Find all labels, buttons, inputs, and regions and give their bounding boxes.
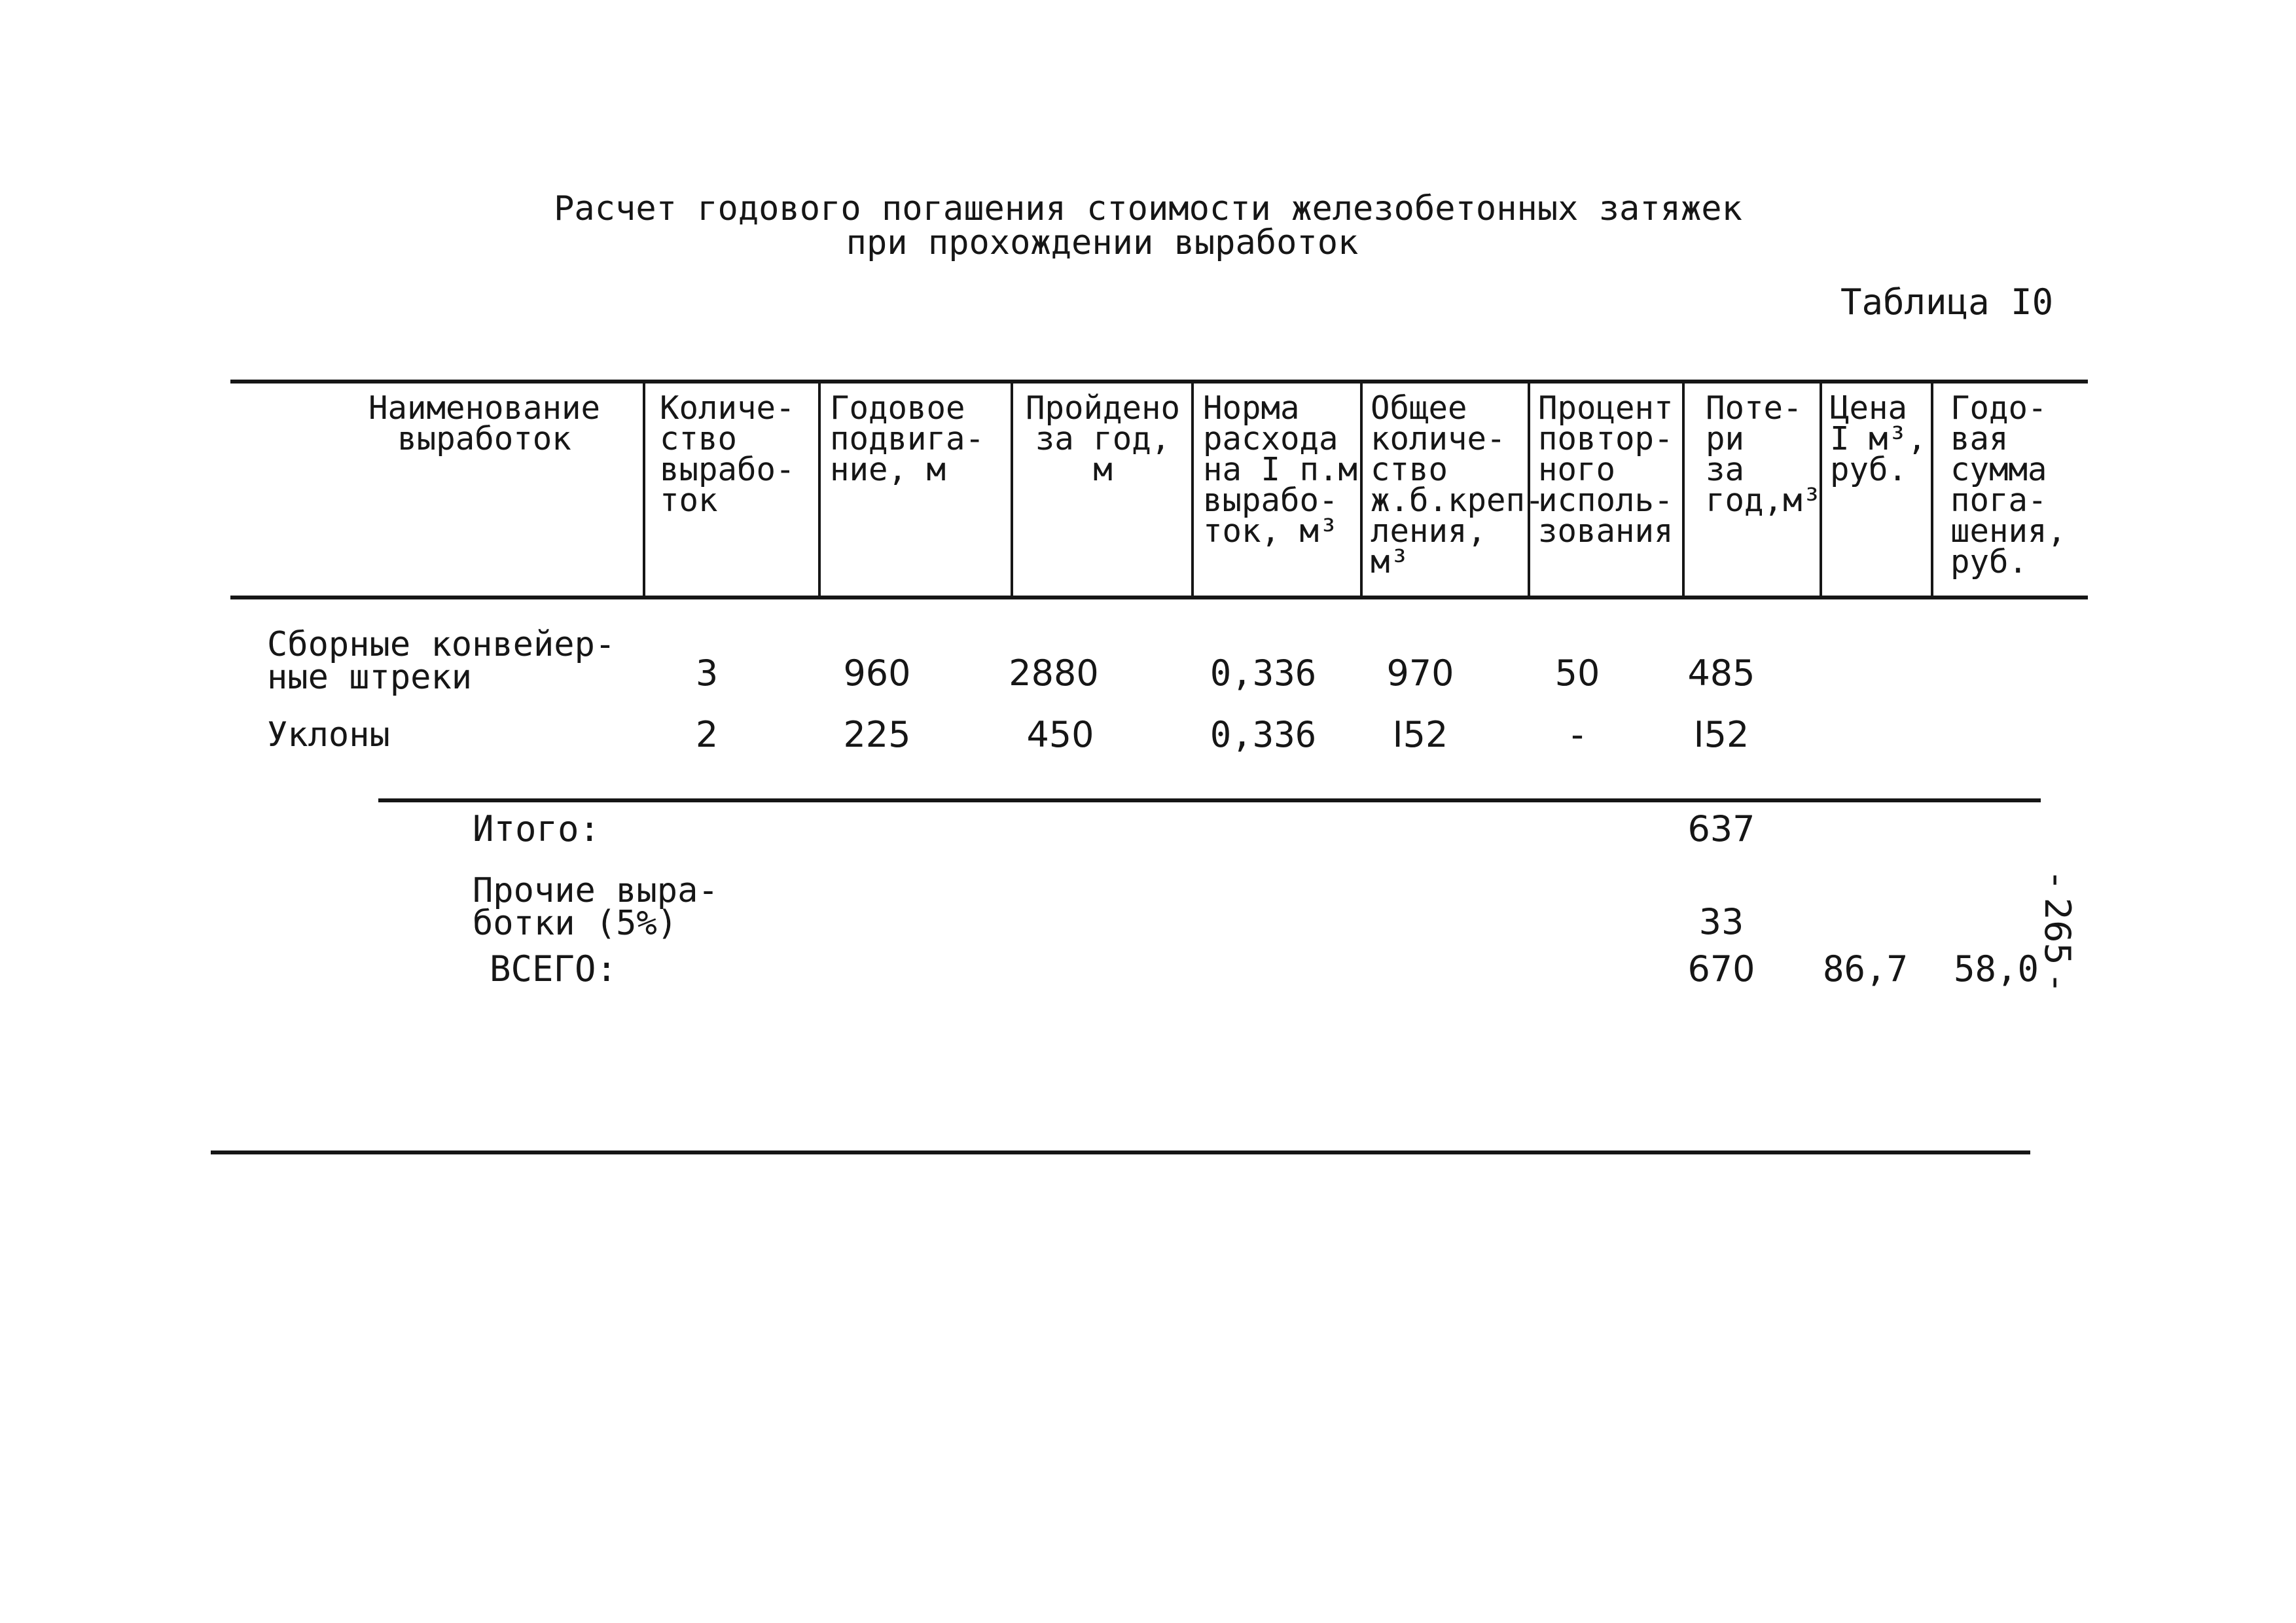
col-divider-2 bbox=[818, 383, 821, 597]
col-divider-1 bbox=[643, 383, 645, 597]
row1-percent: 50 bbox=[1554, 652, 1600, 694]
col-divider-9 bbox=[1931, 383, 1933, 597]
grand-total-annual-sum: 58,0 bbox=[1953, 948, 2039, 990]
table-top-rule bbox=[230, 380, 2088, 383]
subtotal-rule bbox=[378, 798, 2041, 802]
page-number: - 265 - bbox=[2037, 874, 2078, 990]
header-annual-advance: Годовое подвига- ние, м bbox=[830, 389, 985, 488]
col-divider-3 bbox=[1011, 383, 1013, 597]
row2-losses: I52 bbox=[1693, 714, 1749, 755]
row2-norm: 0,336 bbox=[1210, 714, 1317, 755]
header-bottom-rule bbox=[230, 596, 2088, 599]
row2-total: I52 bbox=[1392, 714, 1448, 755]
document-title-line2: при прохождении выработок bbox=[846, 223, 1359, 262]
col-divider-5 bbox=[1360, 383, 1363, 597]
header-norm: Норма расхода на I п.м вырабо- ток, м³ bbox=[1203, 389, 1358, 550]
other-label: Прочие выра- ботки (5%) bbox=[473, 871, 719, 943]
header-total: Общее количе- ство ж.б.креп- ления, м³ bbox=[1371, 389, 1545, 580]
row2-annual-advance: 225 bbox=[843, 714, 911, 755]
col-divider-7 bbox=[1682, 383, 1685, 597]
row2-name: Уклоны bbox=[267, 715, 390, 755]
header-count: Количе- ство вырабо- ток bbox=[660, 389, 795, 519]
header-passed: Пройдено за год, м bbox=[1025, 389, 1180, 488]
other-losses: 33 bbox=[1698, 901, 1744, 942]
row1-total: 970 bbox=[1386, 652, 1454, 694]
row1-norm: 0,336 bbox=[1210, 652, 1317, 694]
row1-passed: 2880 bbox=[1009, 652, 1099, 694]
header-losses: Поте- ри за год,м³ bbox=[1706, 389, 1822, 519]
row1-name: Сборные конвейер- ные штреки bbox=[267, 625, 616, 697]
grand-total-price: 86,7 bbox=[1822, 948, 1909, 990]
subtotal-label: Итого: bbox=[473, 808, 601, 849]
header-name: Наименование выработок bbox=[368, 389, 600, 457]
row2-count: 2 bbox=[695, 714, 719, 755]
row1-losses: 485 bbox=[1687, 652, 1755, 694]
table-label: Таблица I0 bbox=[1840, 281, 2054, 323]
col-divider-4 bbox=[1191, 383, 1194, 597]
header-percent: Процент повтор- ного исполь- зования bbox=[1538, 389, 1674, 550]
header-price: Цена I м³, руб. bbox=[1830, 389, 1927, 488]
grand-total-label: ВСЕГО: bbox=[490, 948, 618, 990]
row1-annual-advance: 960 bbox=[843, 652, 911, 694]
grand-total-losses: 670 bbox=[1687, 948, 1755, 990]
document-title-line1: Расчет годового погашения стоимости железобетонных затяжек bbox=[554, 189, 1742, 228]
header-annual-sum: Годо- вая сумма пога- шения, руб. bbox=[1950, 389, 2067, 580]
subtotal-losses: 637 bbox=[1687, 808, 1755, 849]
row2-passed: 450 bbox=[1026, 714, 1094, 755]
row1-count: 3 bbox=[695, 652, 719, 694]
row2-percent: - bbox=[1571, 714, 1584, 755]
table-bottom-rule bbox=[211, 1150, 2030, 1154]
